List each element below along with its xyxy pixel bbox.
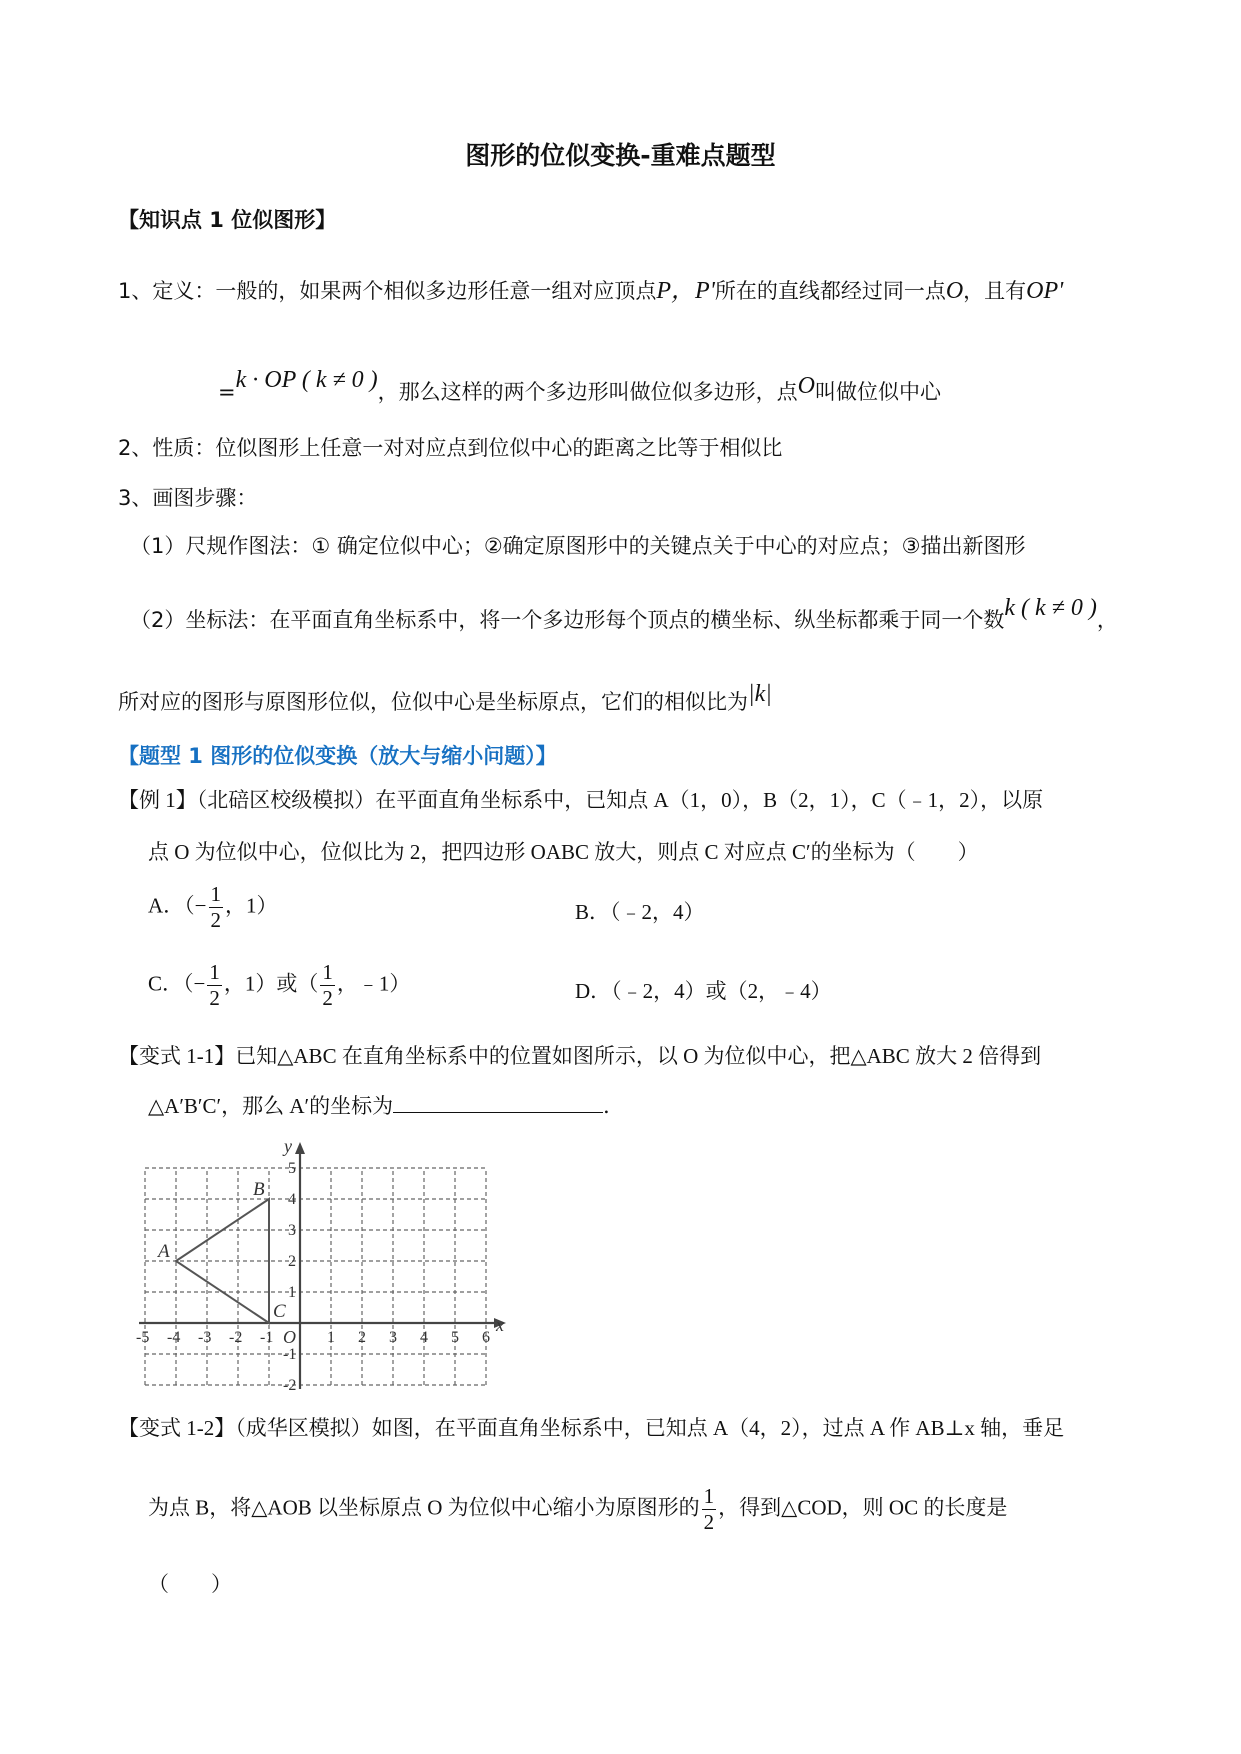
math-o: O [945,278,964,304]
x-tick-label: -5 [136,1329,150,1346]
variant-1-2-text-a: 为点 B，将△AOB 以坐标原点 O 为位似中心缩小为原图形的 [148,1495,700,1520]
steps-item-3-text: 所对应的图形与原图形位似，位似中心是坐标原点，它们的相似比为 [118,690,748,714]
y-tick-label: 2 [288,1253,296,1270]
option-a [148,884,278,931]
type-heading: 【题型 1 图形的位似变换（放大与缩小问题）】 [118,744,557,768]
x-tick-label: 4 [420,1329,428,1346]
math-k-nonzero: k ( k ≠ 0 ) [1004,595,1097,621]
origin-label: O [283,1327,296,1347]
fraction-denominator: 2 [703,1510,715,1534]
steps-item-2-text: （2）坐标法：在平面直角坐标系中，将一个多边形每个顶点的横坐标、纵坐标都乘于同一个数 [130,608,1005,632]
steps-item-1: （1）尺规作图法：① 确定位似中心；②确定原图形中的关键点关于中心的对应点；③描出新图形 [130,534,1026,558]
x-tick-label: -2 [229,1329,243,1346]
math-o-center: O [797,373,815,399]
variant-1-1-line-1: 【变式 1-1】已知△ABC 在直角坐标系中的位置如图所示，以 O 为位似中心，把△ABC 放大 2 倍得到 [118,1044,1042,1068]
y-tick-label: 3 [288,1222,296,1239]
definition-text-a: 1、定义：一般的，如果两个相似多边形任意一组对应顶点 [118,279,657,303]
steps-item-3 [118,681,772,716]
x-tick-label: 5 [451,1329,459,1346]
fraction-denominator: 2 [210,908,222,932]
coordinate-graph [136,1128,525,1394]
fraction-denominator: 2 [209,986,220,1010]
definition-text-b: 所在的直线都经过同一点 [714,279,946,303]
variant-1-2-text-b: ，得到△COD，则 OC 的长度是 [718,1495,1008,1520]
fraction-numerator: 1 [322,960,333,984]
steps-title: 3、画图步骤： [118,486,258,510]
answer-blank [393,1094,603,1113]
definition-line-2 [218,367,941,406]
y-tick-label: -2 [283,1377,297,1394]
fraction-numerator: 1 [210,882,222,906]
option-d: D．（﹣2，4）或（2，﹣4） [575,979,832,1003]
x-tick-label: -1 [260,1329,274,1346]
steps-item-2 [130,595,1118,634]
y-tick-label: -1 [283,1346,297,1363]
page-title: 图形的位似变换-重难点题型 [465,141,776,170]
option-a-fraction [209,884,224,931]
option-c-middle: ，1）或（ [223,971,319,996]
option-c-fraction-2 [320,962,335,1009]
y-tick-label: 1 [288,1284,296,1301]
fraction-numerator: 1 [209,960,220,984]
definition-text-e: 叫做位似中心 [814,380,941,404]
definition-text-c: ，且有 [963,279,1027,303]
y-axis-label: y [284,1136,292,1156]
variant-1-2-line-1: 【变式 1-2】（成华区模拟）如图，在平面直角坐标系中，已知点 A（4，2），过点 A 作 AB⊥x 轴，垂足 [118,1416,1065,1440]
math-op-prime: OP' [1026,278,1064,304]
x-tick-label: 6 [482,1329,490,1346]
example-1-line-1: 【例 1】（北碚区校级模拟）在平面直角坐标系中，已知点 A（1，0），B（2，1），C（﹣1，2），以原 [118,788,1044,812]
math-p: P [656,278,672,304]
x-axis-label: x [496,1315,504,1335]
option-c-fraction-1 [207,962,222,1009]
option-a-tail: ，1） [225,893,278,918]
variant-1-2-line-3: （ ） [148,1572,232,1596]
x-tick-label: -3 [198,1329,212,1346]
variant-1-1-period: ． [603,1094,625,1118]
definition-text-d: ，那么这样的两个多边形叫做位似多边形，点 [377,380,798,404]
option-c [148,962,410,1009]
definition-line-1 [118,270,1063,305]
option-c-tail: ，﹣1） [336,971,411,996]
point-c-label: C [273,1301,286,1322]
example-1-line-2: 点 O 为位似中心，位似比为 2，把四边形 OABC 放大，则点 C 对应点 C′的坐标为（ ） [148,840,979,864]
tick-labels [136,1136,504,1394]
equals-sign: = [218,380,236,404]
property-line: 2、性质：位似图形上任意一对对应点到位似中心的距离之比等于相似比 [118,436,783,460]
variant-1-1-text: △A′B′C′，那么 A′的坐标为 [148,1094,394,1118]
math-comma: ， [671,278,696,304]
x-tick-label: 1 [327,1329,335,1346]
option-a-label: A．（− [148,893,207,918]
point-b-label: B [253,1179,265,1200]
point-a-label: A [158,1241,170,1262]
section-heading: 【知识点 1 位似图形】 [118,208,337,232]
variant-1-2-fraction [702,1486,717,1533]
y-tick-label: 4 [288,1191,296,1208]
axes [139,1142,506,1389]
y-tick-label: 5 [288,1160,296,1177]
math-k-op: k · OP ( k ≠ 0 ) [235,367,378,393]
option-c-label: C．（− [148,971,206,996]
math-p-prime: P' [695,278,715,304]
fraction-denominator: 2 [322,986,333,1010]
x-tick-label: 2 [358,1329,366,1346]
fraction-numerator: 1 [703,1484,715,1508]
variant-1-2-line-2 [148,1486,1007,1533]
x-tick-label: -4 [167,1329,181,1346]
option-b: B．（﹣2，4） [575,900,705,924]
grid-lines [145,1168,486,1385]
steps-item-2-comma: ， [1096,608,1118,632]
y-axis-arrow-icon [295,1142,305,1154]
x-tick-label: 3 [389,1329,397,1346]
math-abs-k: |k| [748,681,772,707]
variant-1-1-line-2 [148,1090,624,1120]
